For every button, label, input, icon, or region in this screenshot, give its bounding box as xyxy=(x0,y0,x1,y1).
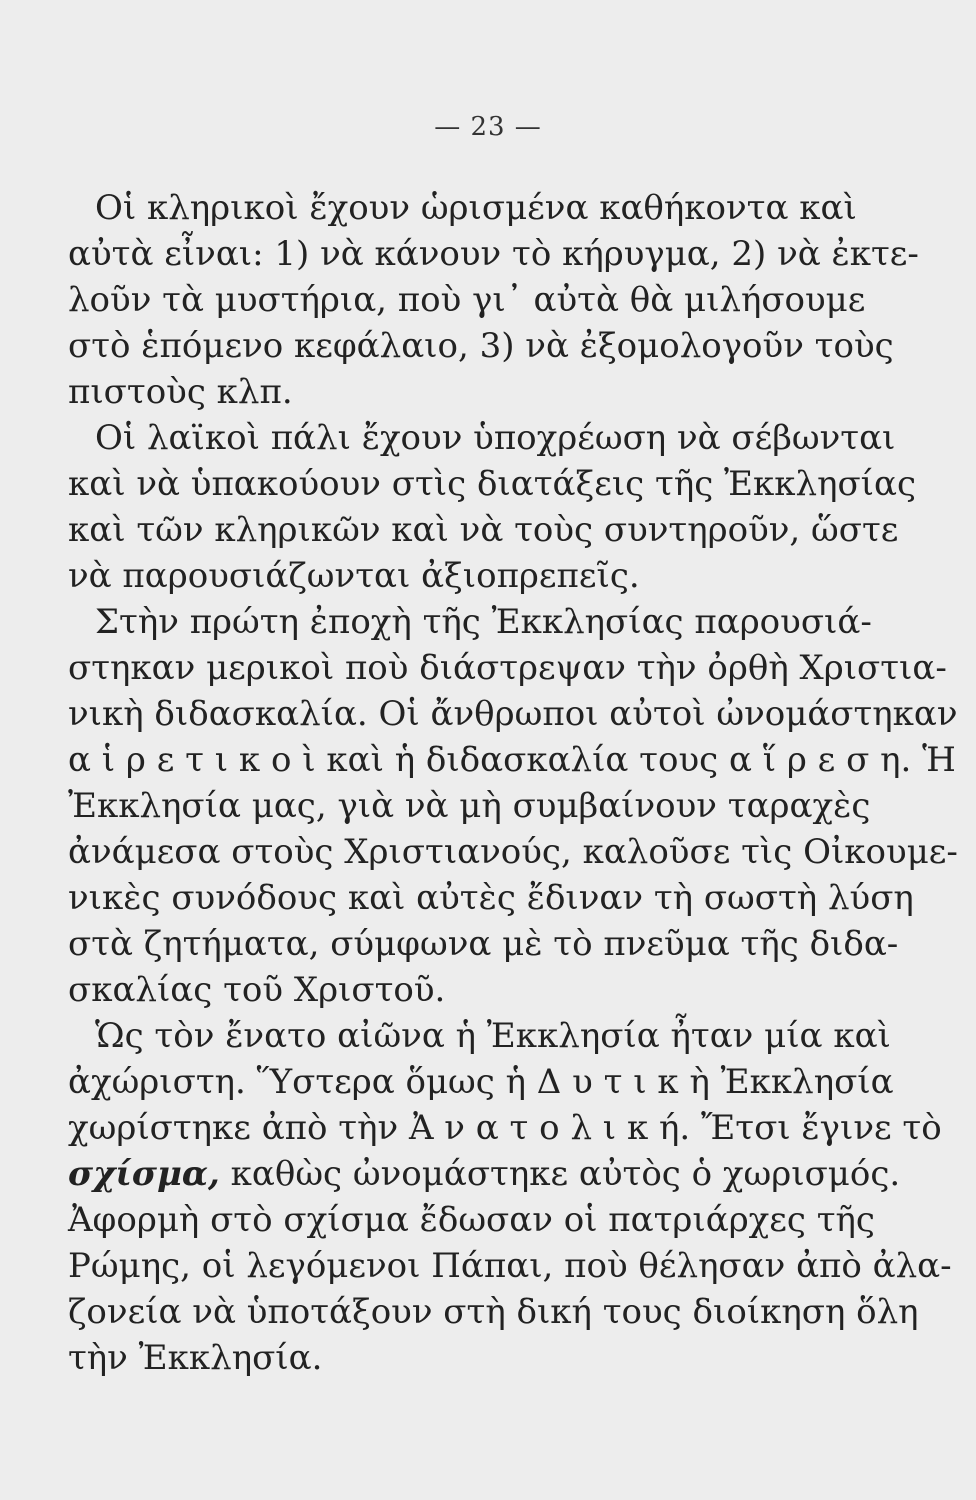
text-line-emphasis xyxy=(68,1152,901,1196)
text-line: λοῦν τὰ μυστήρια, ποὺ γι᾿ αὐτὰ θὰ μιλήσουμε xyxy=(68,280,866,320)
text-line: ζονεία νὰ ὑποτάξουν στὴ δική τους διοίκηση ὅλη xyxy=(68,1292,919,1332)
text-line: καὶ νὰ ὑπακούουν στὶς διατάξεις τῆς Ἐκκλησίας xyxy=(68,464,917,504)
text-line: Ἀφορμὴ στὸ σχίσμα ἔδωσαν οἱ πατριάρχες τῆς xyxy=(68,1200,875,1240)
text-line: πιστοὺς κλπ. xyxy=(68,372,293,412)
text-line: στηκαν μερικοὶ ποὺ διάστρεψαν τὴν ὀρθὴ Χριστια- xyxy=(68,648,947,688)
text-line: στὰ ζητήματα, σύμφωνα μὲ τὸ πνεῦμα τῆς διδα- xyxy=(68,924,899,964)
text-line: α ἱ ρ ε τ ι κ ο ὶ καὶ ἡ διδασκαλία τους α ἵ ρ ε σ η. Ἡ xyxy=(68,740,956,780)
page-number: — 23 — xyxy=(434,112,542,142)
text-line: Οἱ κληρικοὶ ἔχουν ὡρισμένα καθήκοντα καὶ xyxy=(95,188,857,228)
text-line: καὶ τῶν κληρικῶν καὶ νὰ τοὺς συντηροῦν, ὥστε xyxy=(68,510,899,550)
text-line: νὰ παρουσιάζωνται ἀξιοπρεπεῖς. xyxy=(68,556,640,596)
text-line: νικὲς συνόδους καὶ αὐτὲς ἔδιναν τὴ σωστὴ λύση xyxy=(68,878,914,918)
text-line: Οἱ λαϊκοὶ πάλι ἔχουν ὑποχρέωση νὰ σέβωνται xyxy=(95,418,896,458)
text-line: Ρώμης, οἱ λεγόμενοι Πάπαι, ποὺ θέλησαν ἀπὸ ἀλα- xyxy=(68,1246,952,1286)
text-line-rest: καθὼς ὠνομάστηκε αὐτὸς ὁ χωρισμός. xyxy=(230,1154,901,1194)
emphasis-word: σχίσμα, xyxy=(68,1154,220,1194)
text-line: ἀχώριστη. Ὕστερα ὅμως ἡ Δ υ τ ι κ ὴ Ἐκκλησία xyxy=(68,1062,894,1102)
text-line: Ἐκκλησία μας, γιὰ νὰ μὴ συμβαίνουν ταραχὲς xyxy=(68,786,871,826)
text-line: σκαλίας τοῦ Χριστοῦ. xyxy=(68,970,446,1010)
text-line: στὸ ἑπόμενο κεφάλαιο, 3) νὰ ἐξομολογοῦν τοὺς xyxy=(68,326,894,366)
text-line: Ὡς τὸν ἔνατο αἰῶνα ἡ Ἐκκλησία ἦταν μία καὶ xyxy=(95,1016,891,1056)
text-line: τὴν Ἐκκλησία. xyxy=(68,1338,323,1378)
text-line: νικὴ διδασκαλία. Οἱ ἄνθρωποι αὐτοὶ ὠνομάστηκαν xyxy=(68,694,958,734)
text-line: Στὴν πρώτη ἐποχὴ τῆς Ἐκκλησίας παρουσιά- xyxy=(95,602,872,642)
text-line: ἀνάμεσα στοὺς Χριστιανούς, καλοῦσε τὶς Οἰκουμε- xyxy=(68,832,958,872)
text-line: χωρίστηκε ἀπὸ τὴν Ἀ ν α τ ο λ ι κ ή. Ἔτσι ἔγινε τὸ xyxy=(68,1108,942,1148)
text-line: αὐτὰ εἶναι: 1) νὰ κάνουν τὸ κήρυγμα, 2) νὰ ἐκτε- xyxy=(68,234,919,274)
